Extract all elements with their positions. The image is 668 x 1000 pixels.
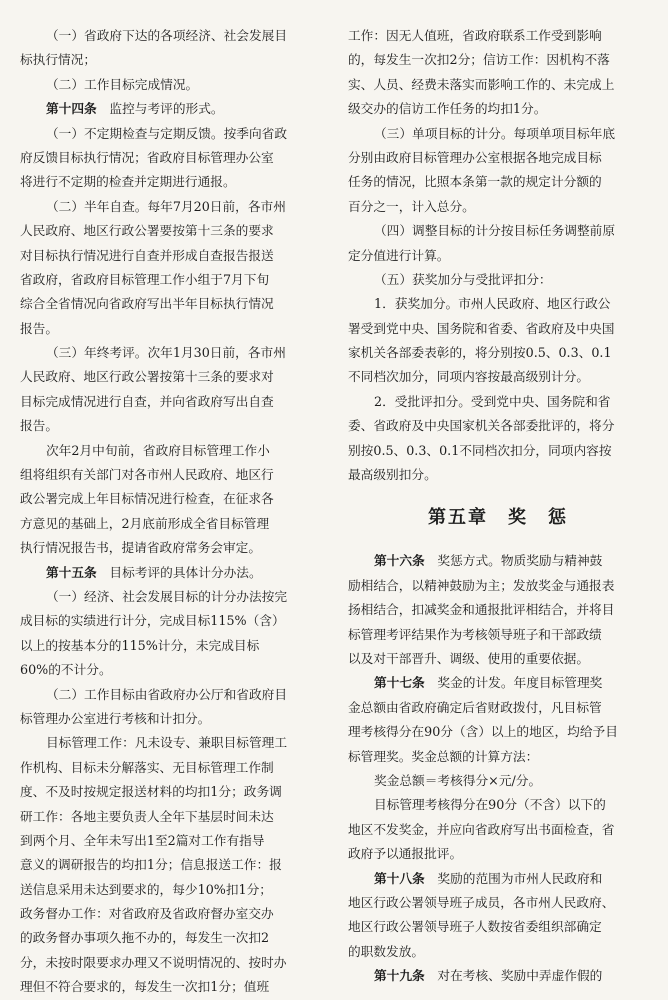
text-line <box>20 853 328 877</box>
article-number: 第十八条 <box>374 870 425 886</box>
line-text: 金总额由省政府确定后省财政拨付，凡目标管 <box>348 699 602 715</box>
line-text: 标管理办公室进行考核和计扣分。 <box>20 710 211 726</box>
line-text: 综合全省情况向省政府写出半年目标执行情况 <box>20 296 274 312</box>
text-line <box>348 414 648 438</box>
line-text: 报告。 <box>20 320 59 336</box>
line-text: （一）不定期检查与定期反馈。按季向省政 <box>46 125 288 141</box>
text-line <box>20 73 328 97</box>
line-text: 成目标的实绩进行计分，完成目标115%（含） <box>20 613 285 629</box>
text-line <box>348 24 648 48</box>
line-text: 的，每发生一次扣2分；信访工作：因机构不落 <box>348 52 610 68</box>
line-text: 以上的按基本分的115%计分，未完成目标 <box>20 637 260 653</box>
text-line <box>348 365 648 389</box>
text-line <box>20 585 328 609</box>
line-text: 政公署完成上年目标情况进行检查，在征求各 <box>20 491 274 507</box>
text-line <box>348 439 648 463</box>
chapter-title: 第五章 奖 惩 <box>428 507 568 529</box>
text-line <box>20 219 328 243</box>
text-line <box>20 683 328 707</box>
line-text: 级交办的信访工作任务的均扣1分。 <box>348 101 547 117</box>
text-line <box>348 623 648 647</box>
line-text: 扬相结合，扣减奖金和通报批评相结合，并将目 <box>348 602 615 618</box>
line-text: 最高级别扣分。 <box>348 467 437 483</box>
text-line <box>348 671 648 695</box>
text-line <box>20 731 328 755</box>
line-text: 政府予以通报批评。 <box>348 846 463 862</box>
line-text: 度、不及时按规定报送材料的均扣1分；政务调 <box>20 784 282 800</box>
article-number: 第十九条 <box>374 968 425 984</box>
line-text: 标管理奖。奖金总额的计算方法： <box>348 748 539 764</box>
line-text: 理但不符合要求的，每发生一次扣1分；值班 <box>20 979 270 995</box>
text-line <box>20 561 328 585</box>
line-text: （二）半年自查。每年7月20日前，各市州 <box>46 198 286 214</box>
line-text: 别按0.5、0.3、0.1不同档次扣分，同项内容按 <box>348 442 612 458</box>
line-text: 1．获奖加分。市州人民政府、地区行政公 <box>374 296 611 312</box>
line-text: 组将组织有关部门对各市州人民政府、地区行 <box>20 467 274 483</box>
text-line <box>348 48 648 72</box>
text-line <box>20 707 328 731</box>
line-text: 60%的不计分。 <box>20 662 112 678</box>
text-line <box>348 598 648 622</box>
text-line <box>348 463 648 487</box>
line-text: 定分值进行计算。 <box>348 247 450 263</box>
line-text: 研工作：各地主要负责人全年下基层时间未达 <box>20 808 274 824</box>
line-text: （一）经济、社会发展目标的计分办法按完 <box>46 588 288 604</box>
text-line <box>348 317 648 341</box>
text-line <box>348 842 648 866</box>
text-line <box>20 756 328 780</box>
text-line <box>20 780 328 804</box>
text-line <box>348 574 648 598</box>
line-text: 监控与考评的形式。 <box>96 101 224 117</box>
text-line <box>20 951 328 975</box>
text-line <box>20 439 328 463</box>
line-text: 的政务督办事项久拖不办的，每发生一次扣2 <box>20 930 270 946</box>
line-text: 目标考评的具体计分办法。 <box>96 564 262 580</box>
line-text: 到两个月、全年未写出1至2篇对工作有指导 <box>20 832 265 848</box>
text-line <box>348 549 648 573</box>
line-text: 署受到党中央、国务院和省委、省政府及中央国 <box>348 320 615 336</box>
line-text: 地区行政公署领导班子人数按省委组织部确定 <box>348 919 602 935</box>
article-number: 第十七条 <box>374 675 425 691</box>
text-line <box>20 975 328 999</box>
right-column-bottom <box>348 549 648 988</box>
line-text: 送信息采用未达到要求的，每少10%扣1分； <box>20 881 272 897</box>
text-line <box>348 73 648 97</box>
text-line <box>348 390 648 414</box>
text-line <box>20 317 328 341</box>
line-text: 百分之一，计入总分。 <box>348 198 475 214</box>
text-line <box>348 915 648 939</box>
line-text: 标执行情况； <box>20 52 97 68</box>
line-text: （二）工作目标由省政府办公厅和省政府目 <box>46 686 288 702</box>
line-text: 人民政府、地区行政公署要按第十三条的要求 <box>20 223 274 239</box>
line-text: 报告。 <box>20 418 59 434</box>
line-text: 地区行政公署领导班子成员，各市州人民政府、 <box>348 894 615 910</box>
line-text: 奖金总额＝考核得分×元/分。 <box>374 772 542 788</box>
line-text: 理考核得分在90分（含）以上的地区，均给予目 <box>348 724 618 740</box>
text-line <box>20 390 328 414</box>
line-text: 工作：因无人值班，省政府联系工作受到影响 <box>348 28 602 43</box>
text-line <box>348 268 648 292</box>
line-text: 实、人员、经费未落实而影响工作的、未完成上 <box>348 76 615 92</box>
text-line <box>348 818 648 842</box>
text-line <box>348 195 648 219</box>
text-line <box>348 720 648 744</box>
text-line <box>348 244 648 268</box>
text-line <box>20 536 328 560</box>
text-line <box>348 940 648 964</box>
text-line <box>20 512 328 536</box>
line-text: 对在考核、奖励中弄虚作假的 <box>424 968 603 984</box>
text-line <box>348 696 648 720</box>
text-line <box>348 964 648 988</box>
text-line <box>348 170 648 194</box>
line-text: （三）单项目标的计分。每项单项目标年底 <box>374 125 616 141</box>
text-line <box>20 48 328 72</box>
article-number: 第十四条 <box>46 101 97 117</box>
right-column-top <box>348 24 648 487</box>
text-line <box>20 244 328 268</box>
line-text: 奖金的计发。年度目标管理奖 <box>424 675 603 691</box>
text-line <box>348 292 648 316</box>
line-text: 省政府，省政府目标管理工作小组于7月下旬 <box>20 271 270 287</box>
line-text: 标管理考评结果作为考核领导班子和干部政绩 <box>348 626 602 642</box>
line-text: 任务的情况，比照本条第一款的规定计分额的 <box>348 174 602 190</box>
text-line <box>20 609 328 633</box>
line-text: 作机构、目标未分解落实、无目标管理工作制 <box>20 759 274 775</box>
line-text: 府反馈目标执行情况；省政府目标管理办公室 <box>20 149 274 165</box>
line-text: 执行情况报告书，提请省政府常务会审定。 <box>20 540 262 556</box>
text-line <box>20 97 328 121</box>
text-line <box>348 647 648 671</box>
text-line <box>20 463 328 487</box>
text-line <box>20 24 328 48</box>
line-text: （二）工作目标完成情况。 <box>46 76 199 92</box>
line-text: 委、省政府及中央国家机关各部委批评的，将分 <box>348 418 615 434</box>
line-text: 的职数发放。 <box>348 943 425 959</box>
line-text: 政务督办工作：对省政府及省政府督办室交办 <box>20 906 274 922</box>
line-text: 励相结合，以精神鼓励为主；发放奖金与通报表 <box>348 577 615 593</box>
line-text: 分别由政府目标管理办公室根据各地完成目标 <box>348 149 602 165</box>
text-line <box>20 170 328 194</box>
line-text: 不同档次加分，同项内容按最高级别计分。 <box>348 369 590 385</box>
text-line <box>348 867 648 891</box>
text-line <box>348 891 648 915</box>
text-line <box>20 926 328 950</box>
line-text: 意义的调研报告的均扣1分；信息报送工作：报 <box>20 857 282 873</box>
text-line <box>20 268 328 292</box>
text-line <box>348 219 648 243</box>
right-column <box>348 24 648 988</box>
text-line <box>20 805 328 829</box>
text-line <box>348 793 648 817</box>
text-line <box>20 341 328 365</box>
line-text: 以及对干部晋升、调级、使用的重要依据。 <box>348 650 590 666</box>
line-text: 目标管理考核得分在90分（不含）以下的 <box>374 797 606 813</box>
text-line <box>20 634 328 658</box>
article-number: 第十五条 <box>46 564 97 580</box>
text-line <box>20 902 328 926</box>
text-line <box>20 658 328 682</box>
line-text: （一）省政府下达的各项经济、社会发展目 <box>46 28 288 43</box>
line-text: 方意见的基础上，2月底前形成全省目标管理 <box>20 515 270 531</box>
line-text: （三）年终考评。次年1月30日前，各市州 <box>46 345 286 361</box>
text-line <box>348 146 648 170</box>
text-line <box>348 97 648 121</box>
line-text: 地区不发奖金，并应向省政府写出书面检查，省 <box>348 821 615 837</box>
line-text: 2．受批评扣分。受到党中央、国务院和省 <box>374 393 611 409</box>
line-text: 对目标执行情况进行自查并形成自查报告报送 <box>20 247 274 263</box>
line-text: 奖惩方式。物质奖励与精神鼓 <box>424 553 603 569</box>
text-line <box>348 769 648 793</box>
line-text: 目标完成情况进行自查，并向省政府写出自查 <box>20 393 274 409</box>
text-line <box>348 341 648 365</box>
line-text: 奖励的范围为市州人民政府和 <box>424 870 603 886</box>
text-line <box>20 292 328 316</box>
text-line <box>20 829 328 853</box>
line-text: （四）调整目标的计分按目标任务调整前原 <box>374 223 616 239</box>
left-column <box>20 24 328 1000</box>
text-line <box>348 745 648 769</box>
text-line <box>348 122 648 146</box>
text-line <box>20 878 328 902</box>
line-text: 分，未按时限要求办理又不说明情况的、按时办 <box>20 954 287 970</box>
line-text: 目标管理工作：凡未设专、兼职目标管理工 <box>46 735 288 751</box>
text-line <box>20 195 328 219</box>
line-text: 次年2月中旬前，省政府目标管理工作小 <box>46 442 270 458</box>
line-text: （五）获奖加分与受批评扣分： <box>374 271 552 287</box>
article-number: 第十六条 <box>374 553 425 569</box>
line-text: 人民政府、地区行政公署按第十三条的要求对 <box>20 369 274 385</box>
text-line <box>20 487 328 511</box>
text-line <box>20 365 328 389</box>
line-text: 家机关各部委表彰的，将分别按0.5、0.3、0.1 <box>348 345 612 361</box>
text-line <box>20 146 328 170</box>
text-line <box>20 122 328 146</box>
text-line <box>20 414 328 438</box>
line-text: 将进行不定期的检查并定期进行通报。 <box>20 174 236 190</box>
